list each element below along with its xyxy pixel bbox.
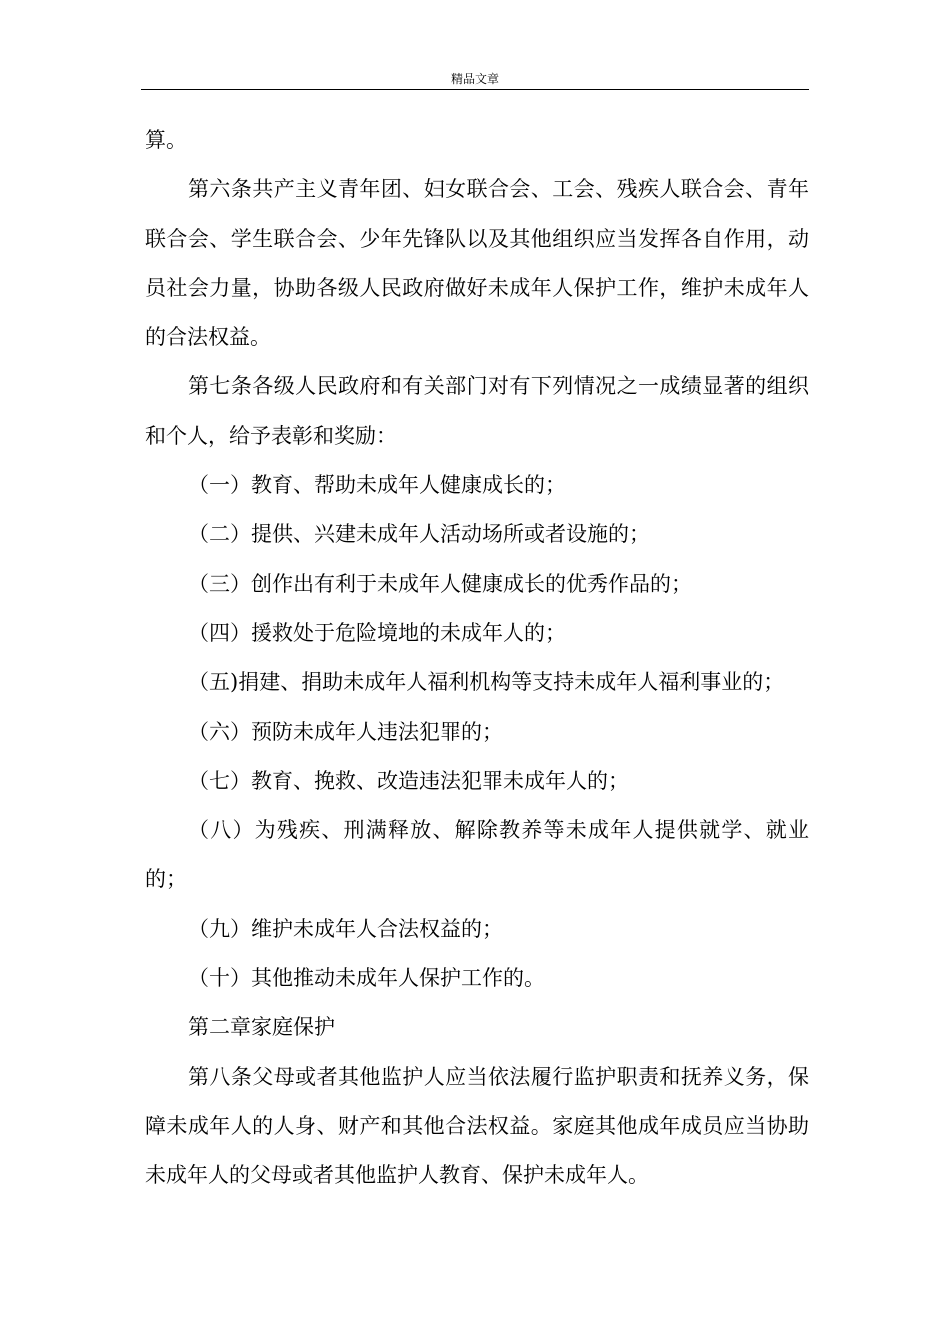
paragraph-article-6: 第六条共产主义青年团、妇女联合会、工会、残疾人联合会、青年联合会、学生联合会、少年先锋队以及其他组织应当发挥各自作用，动员社会力量，协助各级人民政府做好未成年人保护工作，维护未成年人的合法权益。: [145, 177, 809, 350]
paragraph-article-7: 第七条各级人民政府和有关部门对有下列情况之一成绩显著的组织和个人，给予表彰和奖励：: [145, 374, 809, 448]
list-item-4: （四）援救处于危险境地的未成年人的；: [188, 620, 566, 645]
list-item-6: （六）预防未成年人违法犯罪的；: [188, 719, 503, 744]
header-title: 精品文章: [450, 72, 499, 86]
page-header: [141, 71, 809, 90]
list-item-3: （三）创作出有利于未成年人健康成长的优秀作品的；: [188, 571, 692, 596]
list-item-7: （七）教育、挽救、改造违法犯罪未成年人的；: [188, 768, 629, 793]
list-item-5: （五)捐建、捐助未成年人福利机构等支持未成年人福利事业的；: [188, 670, 785, 695]
list-item-10: （十）其他推动未成年人保护工作的。: [188, 966, 545, 991]
list-item-9: （九）维护未成年人合法权益的；: [188, 916, 503, 941]
list-item-8: （八）为残疾、刑满释放、解除教养等未成年人提供就学、就业的；: [145, 818, 809, 892]
list-item-1: （一）教育、帮助未成年人健康成长的；: [188, 473, 566, 498]
chapter-heading: 第二章家庭保护: [188, 1015, 335, 1040]
paragraph-article-8: 第八条父母或者其他监护人应当依法履行监护职责和抚养义务，保障未成年人的人身、财产和其他合法权益。家庭其他成年成员应当协助未成年人的父母或者其他监护人教育、保护未成年人。: [145, 1064, 809, 1188]
document-body: [145, 116, 809, 1201]
paragraph-continuation: 算。: [145, 128, 187, 152]
list-item-2: （二）提供、兴建未成年人活动场所或者设施的；: [188, 522, 650, 547]
